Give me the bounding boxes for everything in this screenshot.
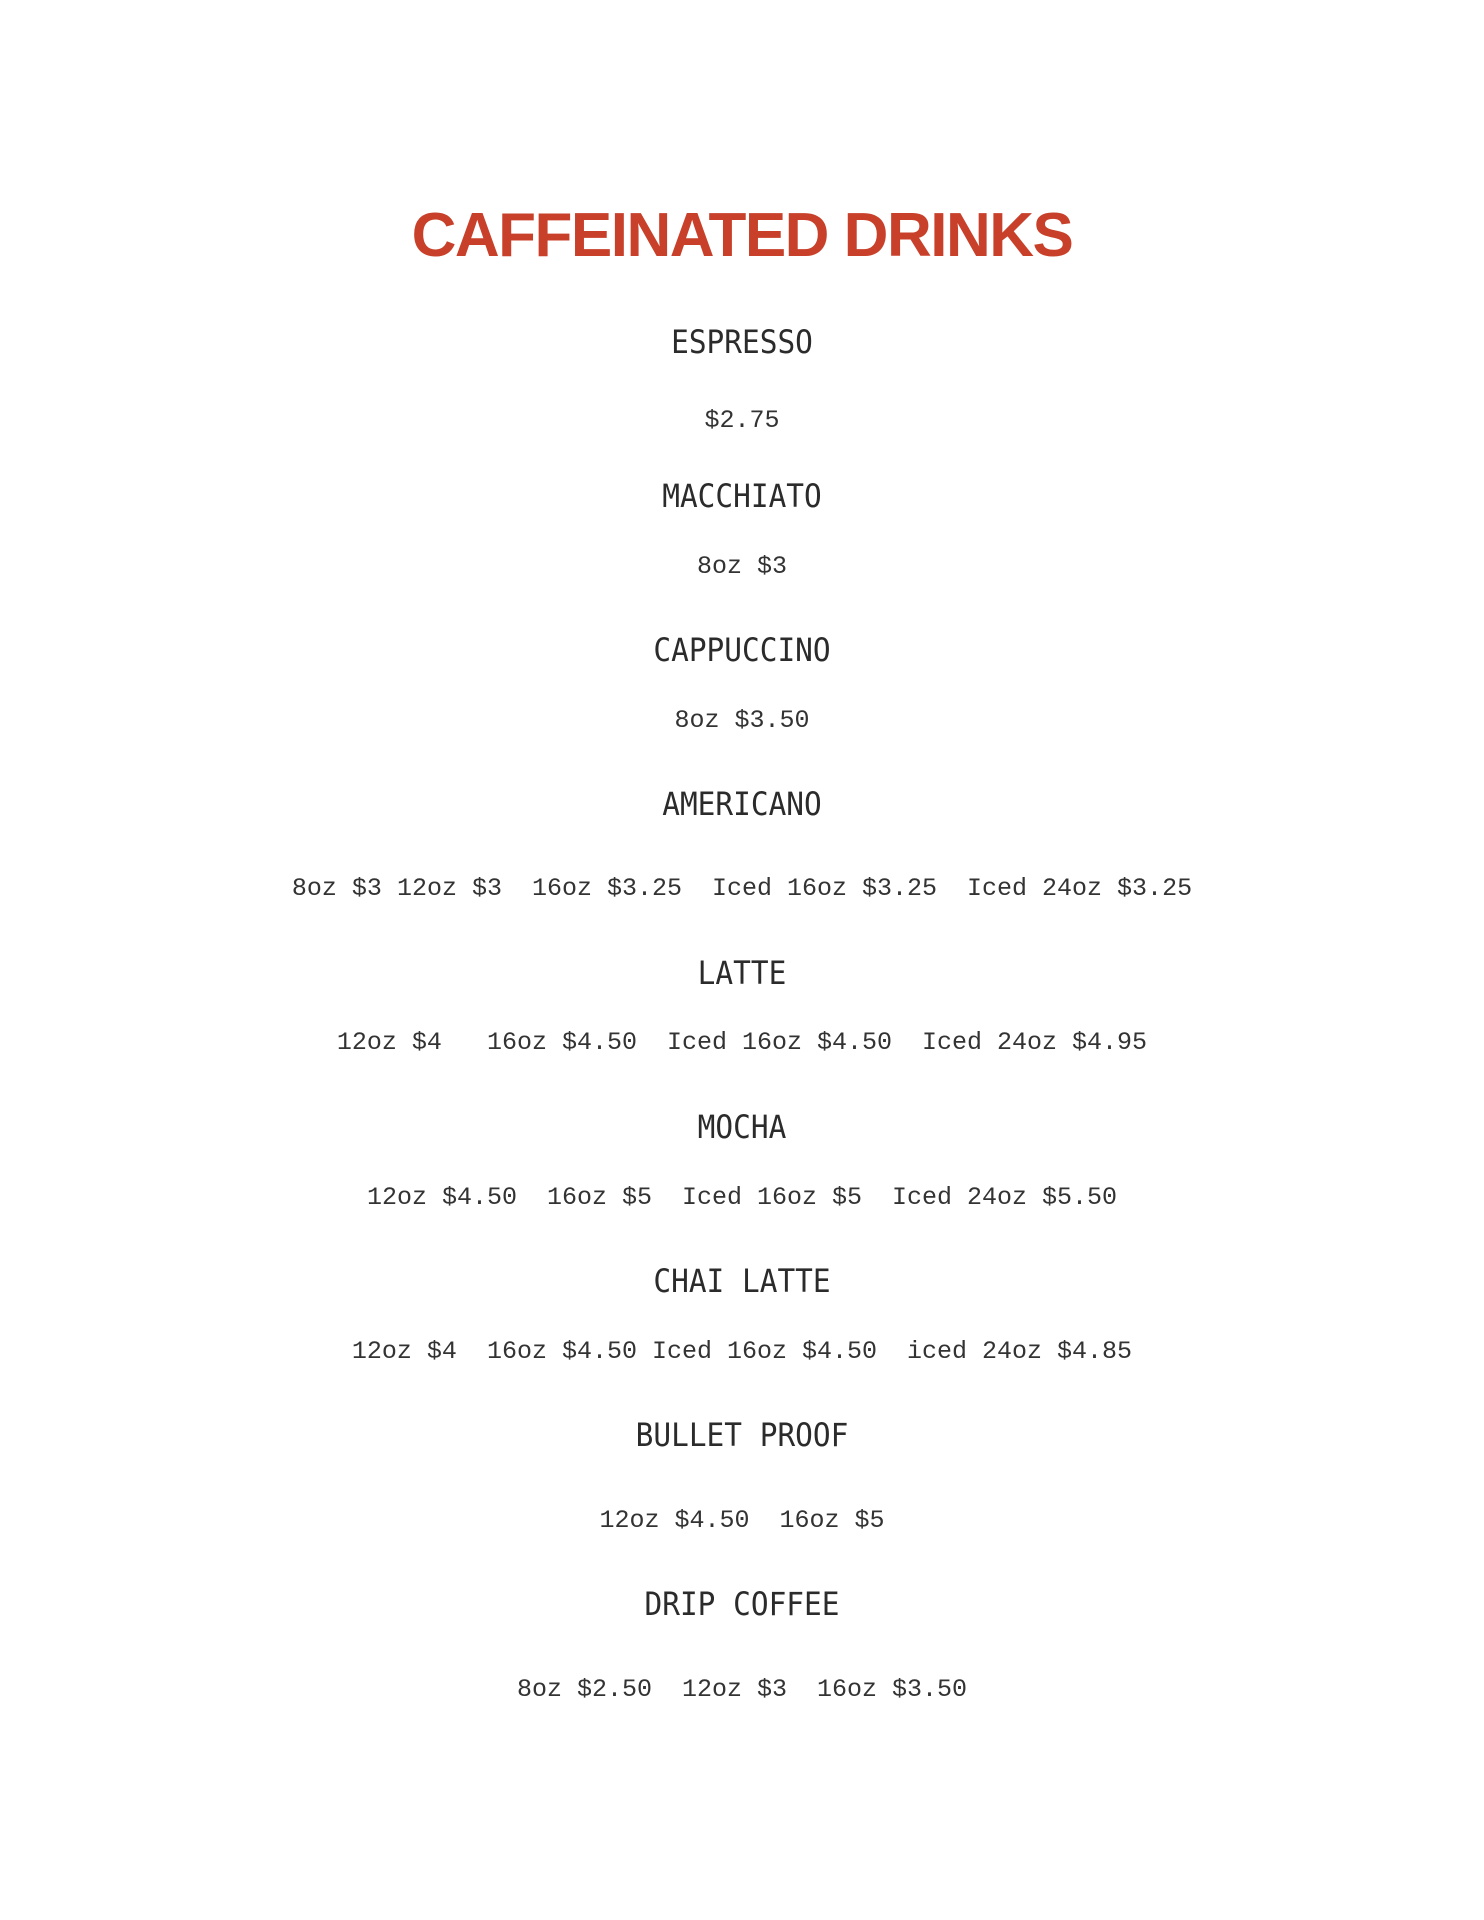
item-name-latte: LATTE	[697, 954, 787, 992]
item-name-americano: AMERICANO	[662, 785, 822, 823]
item-name-cappuccino: CAPPUCCINO	[653, 631, 831, 669]
item-name-espresso: ESPRESSO	[671, 323, 813, 361]
item-prices-espresso: $2.75	[704, 406, 780, 435]
item-prices-macchiato: 8oz $3	[696, 552, 787, 581]
item-name-mocha: MOCHA	[697, 1108, 787, 1146]
item-prices-americano: 8oz $3 12oz $3 16oz $3.25 Iced 16oz $3.25 Iced 24oz $3.25	[291, 874, 1193, 903]
item-prices-bullet-proof: 12oz $4.50 16oz $5	[599, 1506, 885, 1535]
item-name-chai-latte: CHAI LATTE	[653, 1262, 831, 1300]
item-name-macchiato: MACCHIATO	[662, 477, 822, 515]
item-prices-latte: 12oz $4 16oz $4.50 Iced 16oz $4.50 Iced 24oz $4.95	[336, 1028, 1148, 1057]
menu-title: CAFFEINATED DRINKS	[411, 201, 1073, 270]
item-prices-cappuccino: 8oz $3.50	[674, 706, 810, 735]
item-prices-mocha: 12oz $4.50 16oz $5 Iced 16oz $5 Iced 24oz $5.50	[366, 1183, 1118, 1212]
item-name-bullet-proof: BULLET PROOF	[635, 1416, 849, 1454]
item-prices-drip-coffee: 8oz $2.50 12oz $3 16oz $3.50	[516, 1675, 968, 1704]
item-prices-chai-latte: 12oz $4 16oz $4.50 Iced 16oz $4.50 iced 24oz $4.85	[351, 1337, 1133, 1366]
item-name-drip-coffee: DRIP COFFEE	[644, 1585, 840, 1623]
